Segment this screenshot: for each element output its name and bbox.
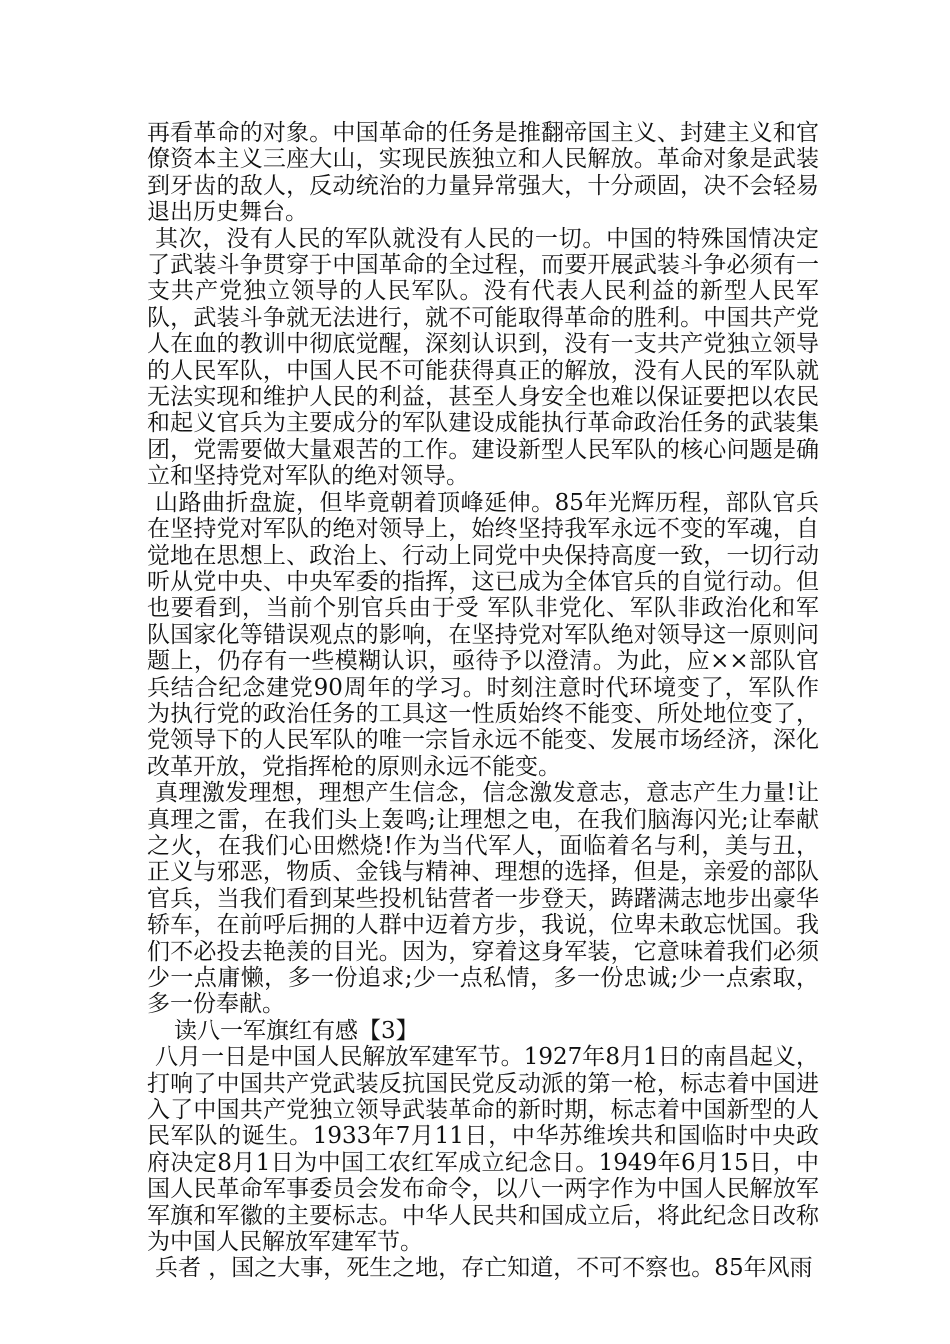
paragraph-truth-ideals: 真理激发理想，理想产生信念，信念激发意志，意志产生力量!让真理之雷，在我们头上轰鸣;让理想之电，在我们脑海闪光;让奉献之火，在我们心田燃烧!作为当代军人，面临着名与利，美与丑，正义与邪恶，物质、金钱与精神、理想的选择，但是，亲爱的部队官兵，当我们看到某些投机钻营者一步登天，踌躇满志地步出豪华轿车，在前呼后拥的人群中迈着方步，我说，位卑未敢忘忧国。我们不必投去艳羡的目光。因为，穿着这身军装，它意味着我们必须少一点庸懒，多一份追求;少一点私情，多一份忠诚;少一点索取，多一份奉献。	[147, 780, 819, 1018]
paragraph-military-affairs: 兵者 ，国之大事，死生之地，存亡知道，不可不察也。85年风雨	[155, 1255, 813, 1282]
paragraph-people-army: 其次，没有人民的军队就没有人民的一切。中国的特殊国情决定了武装斗争贯穿于中国革命的全过程，而要开展武装斗争必须有一支共产党独立领导的人民军队。没有代表人民利益的新型人民军队，武装斗争就无法进行，就不可能取得革命的胜利。中国共产党人在血的教训中彻底觉醒，深刻认识到，没有一支共产党独立领导的人民军队，中国人民不可能获得真正的解放，没有人民的军队就无法实现和维护人民的利益，甚至人身安全也难以保证要把以农民和起义官兵为主要成分的军队建设成能执行革命政治任务的武装集团，党需要做大量艰苦的工作。建设新型人民军队的核心问题是确立和坚持党对军队的绝对领导。	[147, 225, 819, 490]
document-body	[147, 120, 819, 1282]
paragraph-revolution-target: 再看革命的对象。中国革命的任务是推翻帝国主义、封建主义和官僚资本主义三座大山，实现民族独立和人民解放。革命对象是武装到牙齿的敌人，反动统治的力量异常强大，十分顽固，决不会轻易退出历史舞台。	[147, 120, 819, 226]
paragraph-army-day: 八月一日是中国人民解放军建军节。1927年8月1日的南昌起义，打响了中国共产党武装反抗国民党反动派的第一枪，标志着中国进入了中国共产党独立领导武装革命的新时期，标志着中国新型的人民军队的诞生。1933年7月11日，中华苏维埃共和国临时中央政府决定8月1日为中国工农红军成立纪念日。1949年6月15日，中国人民革命军事委员会发布命令，以八一两字作为中国人民解放军军旗和军徽的主要标志。中华人民共和国成立后，将此纪念日改称为中国人民解放军建军节。	[147, 1044, 819, 1256]
section-heading: 读八一军旗红有感【3】	[174, 1017, 419, 1044]
paragraph-mountain-road: 山路曲折盘旋，但毕竟朝着顶峰延伸。85年光辉历程，部队官兵在坚持党对军队的绝对领导上，始终坚持我军永远不变的军魂，自觉地在思想上、政治上、行动上同党中央保持高度一致，一切行动听从党中央、中央军委的指挥，这已成为全体官兵的自觉行动。但也要看到，当前个别官兵由于受 军队非党化、军队非政治化和军队国家化等错误观点的影响，在坚持党对军队绝对领导这一原则问题上，仍存有一些模糊认识，亟待予以澄清。为此，应××部队官兵结合纪念建党90周年的学习。时刻注意时代环境变了，军队作为执行党的政治任务的工具这一性质始终不能变、所处地位变了，党领导下的人民军队的唯一宗旨永远不能变、发展市场经济，深化改革开放，党指挥枪的原则永远不能变。	[147, 489, 819, 780]
